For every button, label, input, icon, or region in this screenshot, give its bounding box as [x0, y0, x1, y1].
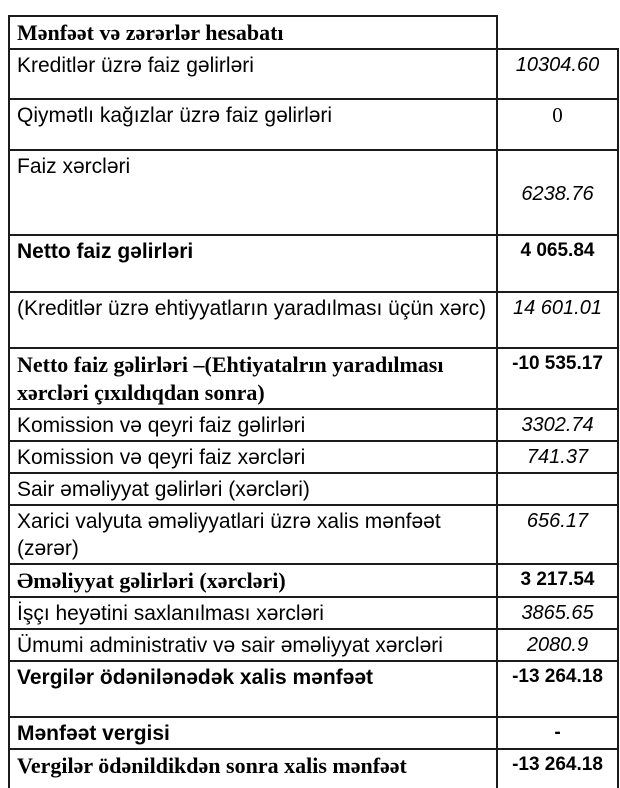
row-value-cell: 0 [497, 99, 618, 150]
table-row [9, 473, 618, 505]
row-value-cell: - [497, 717, 618, 749]
table-row [9, 629, 618, 661]
table-row [9, 235, 618, 292]
row-value-cell: 2080.9 [497, 629, 618, 661]
row-value-cell: 3302.74 [497, 409, 618, 441]
table-row [9, 150, 618, 235]
row-label-cell: Qiymətlı kağızlar üzrə faiz gəlirləri [9, 99, 497, 150]
table-row [9, 292, 618, 348]
table-row [9, 717, 618, 749]
table-header-row [9, 16, 618, 49]
row-value-cell: -13 264.18 [497, 749, 618, 788]
row-label-cell: Əməliyyat gəlirləri (xərcləri) [9, 564, 497, 597]
row-label-cell: Sair əməliyyat gəlirləri (xərcləri) [9, 473, 497, 505]
row-value-cell: 3 217.54 [497, 564, 618, 597]
row-value-cell: 6238.76 [497, 150, 618, 235]
row-value-cell: -13 264.18 [497, 661, 618, 717]
row-label-cell: Ümumi administrativ və sair əməliyyat xərcləri [9, 629, 497, 661]
profit-loss-table [8, 15, 619, 788]
row-label-cell: Netto faiz gəlirləri –(Ehtiyatalrın yaradılması xərcləri çıxıldıqdan sonra) [9, 348, 497, 409]
row-label-cell: İşçı heyətini saxlanılması xərcləri [9, 597, 497, 629]
row-label-cell: Vergilər ödənildikdən sonra xalis mənfəət [9, 749, 497, 788]
table-row [9, 749, 618, 788]
row-label-cell: Kreditlər üzrə faiz gəlirləri [9, 49, 497, 99]
row-label-cell: Komission və qeyri faiz gəlirləri [9, 409, 497, 441]
row-value-cell: 656.17 [497, 505, 618, 564]
row-label-cell: Netto faiz gəlirləri [9, 235, 497, 292]
row-value-cell: 3865.65 [497, 597, 618, 629]
row-label-cell: Mənfəət vergisi [9, 717, 497, 749]
row-value-cell [497, 473, 618, 505]
table-title-cell: Mənfəət və zərərlər hesabatı [9, 16, 497, 49]
row-value-cell: 14 601.01 [497, 292, 618, 348]
row-label-cell: Xarici valyuta əməliyyatlari üzrə xalis mənfəət (zərər) [9, 505, 497, 564]
table-row [9, 597, 618, 629]
row-value-cell: 10304.60 [497, 49, 618, 99]
table-row [9, 564, 618, 597]
row-label-cell: (Kreditlər üzrə ehtiyyatların yaradılması üçün xərc) [9, 292, 497, 348]
table-row [9, 49, 618, 99]
row-value-cell: 4 065.84 [497, 235, 618, 292]
row-value-cell [497, 16, 618, 49]
row-label-cell: Vergilər ödənilənədək xalis mənfəət [9, 661, 497, 717]
table-row [9, 441, 618, 473]
row-label-cell: Komission və qeyri faiz xərcləri [9, 441, 497, 473]
table-row [9, 505, 618, 564]
table-row [9, 409, 618, 441]
profit-loss-table-body [9, 16, 618, 788]
table-row [9, 661, 618, 717]
table-row [9, 99, 618, 150]
table-row [9, 348, 618, 409]
row-value-cell: 741.37 [497, 441, 618, 473]
row-value-cell: -10 535.17 [497, 348, 618, 409]
row-label-cell: Faiz xərcləri [9, 150, 497, 235]
